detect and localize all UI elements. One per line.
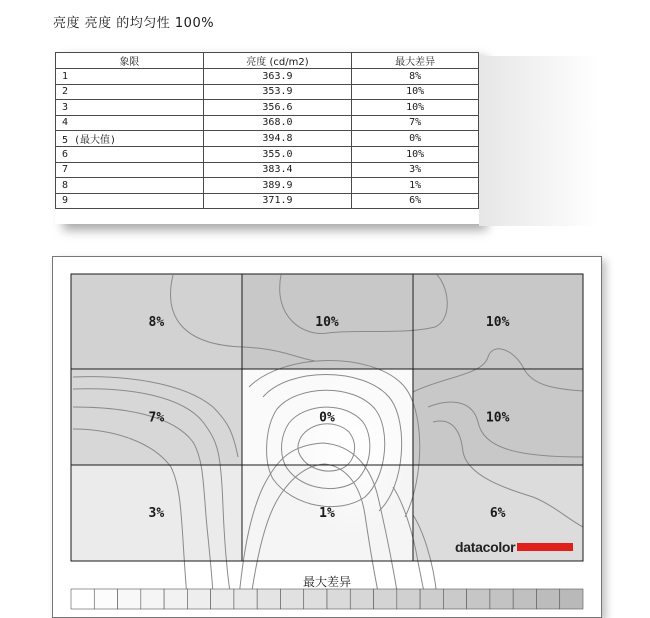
legend-swatch	[420, 589, 443, 609]
cell-max-diff: 3%	[352, 162, 479, 178]
cell-luminance: 389.9	[203, 178, 352, 194]
legend-swatch	[234, 589, 257, 609]
cell-max-diff: 10%	[352, 100, 479, 116]
legend-swatch	[350, 589, 373, 609]
cell-quadrant: 8	[56, 178, 204, 194]
cell-quadrant: 2	[56, 84, 204, 100]
heatmap-cell-label: 3%	[148, 506, 165, 522]
cell-luminance: 363.9	[203, 69, 352, 85]
cell-luminance: 355.0	[203, 147, 352, 163]
legend-swatch	[560, 589, 583, 609]
legend-swatch	[71, 589, 94, 609]
cell-max-diff: 10%	[352, 147, 479, 163]
cell-quadrant: 1	[56, 69, 204, 85]
cell-quadrant: 9	[56, 193, 204, 209]
table-row	[56, 69, 479, 85]
legend-swatch	[141, 589, 164, 609]
uniformity-heatmap-panel	[52, 256, 602, 618]
cell-quadrant: 7	[56, 162, 204, 178]
cell-quadrant: 6	[56, 147, 204, 163]
cell-luminance: 371.9	[203, 193, 352, 209]
legend-swatch	[443, 589, 466, 609]
table-row	[56, 84, 479, 100]
heatmap-cell-label: 1%	[319, 506, 335, 522]
cell-quadrant: 3	[56, 100, 204, 116]
brand-accent-bar	[517, 543, 573, 551]
legend-scale	[71, 589, 583, 609]
cell-luminance: 383.4	[203, 162, 352, 178]
heatmap-cell-label: 10%	[315, 314, 339, 330]
heatmap-cell-label: 10%	[485, 410, 510, 426]
cell-luminance: 394.8	[203, 131, 352, 147]
legend-swatch	[397, 589, 420, 609]
cell-max-diff: 0%	[352, 131, 479, 147]
legend-swatch	[374, 589, 397, 609]
legend-title: 最大差异	[302, 575, 351, 589]
uniformity-heatmap	[53, 257, 601, 617]
table-row	[56, 162, 479, 178]
datacolor-logo	[455, 539, 573, 555]
cell-max-diff: 1%	[352, 178, 479, 194]
cell-quadrant: 5 (最大值)	[56, 131, 204, 147]
cell-max-diff: 8%	[352, 69, 479, 85]
legend-swatch	[187, 589, 210, 609]
table-row	[56, 100, 479, 116]
luminance-table-container	[55, 52, 479, 224]
legend-swatch	[513, 589, 536, 609]
cell-luminance: 368.0	[203, 115, 352, 131]
legend-swatch	[257, 589, 280, 609]
cell-quadrant: 4	[56, 115, 204, 131]
header-quadrant: 象限	[56, 53, 204, 69]
cell-max-diff: 10%	[352, 84, 479, 100]
cell-luminance: 356.6	[203, 100, 352, 116]
table-row	[56, 115, 479, 131]
heatmap-cell-label: 7%	[148, 410, 165, 426]
cell-max-diff: 6%	[352, 193, 479, 209]
cell-luminance: 353.9	[203, 84, 352, 100]
table-row	[56, 178, 479, 194]
cell-max-diff: 7%	[352, 115, 479, 131]
legend-swatch	[490, 589, 513, 609]
heatmap-hotspot	[298, 367, 408, 537]
legend-swatch	[94, 589, 117, 609]
page-title: 亮度 亮度 的均匀性 100%	[53, 16, 215, 31]
heatmap-cell-label: 10%	[485, 314, 510, 330]
legend-swatch	[467, 589, 490, 609]
table-header-row	[56, 53, 479, 69]
header-luminance: 亮度 (cd/m2)	[203, 53, 352, 69]
table-row	[56, 147, 479, 163]
header-max-diff: 最大差异	[352, 53, 479, 69]
legend-swatch	[164, 589, 187, 609]
legend-swatch	[304, 589, 327, 609]
legend-swatch	[327, 589, 350, 609]
legend-swatch	[211, 589, 234, 609]
legend-swatch	[536, 589, 559, 609]
heatmap-cell-label: 6%	[489, 506, 506, 522]
heatmap-cell-label: 8%	[148, 314, 165, 330]
heatmap-cell-label: 0%	[319, 410, 335, 426]
brand-name: datacolor	[455, 539, 516, 555]
table-row	[56, 193, 479, 209]
legend-swatch	[118, 589, 141, 609]
luminance-table	[55, 52, 479, 209]
legend-swatch	[280, 589, 303, 609]
table-row	[56, 131, 479, 147]
